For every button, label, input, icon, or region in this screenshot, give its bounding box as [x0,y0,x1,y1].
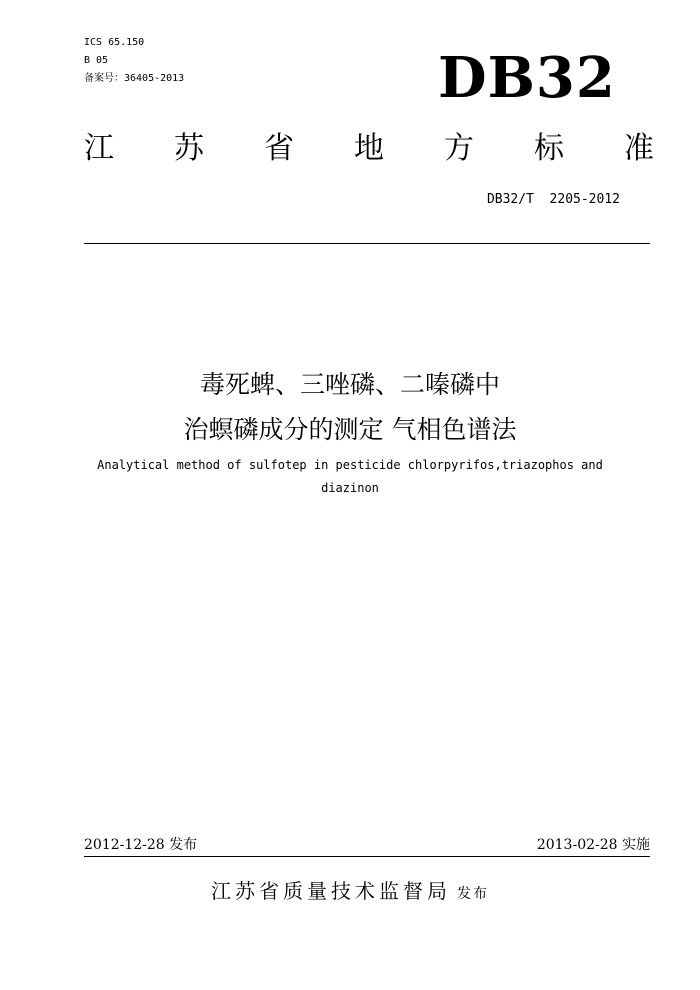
standard-number: DB32/T 2205-2012 [486,192,620,207]
heading-char: 江 [84,131,114,166]
heading-char: 标 [534,131,564,166]
issuer-suffix: 发布 [457,886,489,902]
standard-mark: DB32 [438,45,616,111]
issuing-authority [0,876,700,906]
heading-char: 准 [624,131,654,166]
classification-code: B 05 [84,55,109,66]
issuer-name: 江苏省质量技术监督局 [211,879,451,903]
top-divider [84,243,650,244]
heading-char: 方 [444,131,474,166]
record-number: 备案号：36405-2013 [84,73,185,84]
ics-code: ICS 65.150 [84,37,145,48]
document-title-line-2: 治螟磷成分的测定 气相色谱法 [183,415,517,444]
bottom-divider [84,856,650,857]
heading-char: 省 [264,131,294,166]
english-title: Analytical method of sulfotep in pesticide chlorpyrifos,triazophos and diazinon [97,458,603,495]
implementation-date: 2013-02-28 实施 [536,837,650,853]
document-title-line-1: 毒死蜱、三唑磷、二嗪磷中 [199,370,500,399]
standard-category-heading [84,127,654,171]
heading-char: 地 [354,131,384,166]
issue-date: 2012-12-28 发布 [84,837,198,853]
heading-char: 苏 [174,131,204,166]
